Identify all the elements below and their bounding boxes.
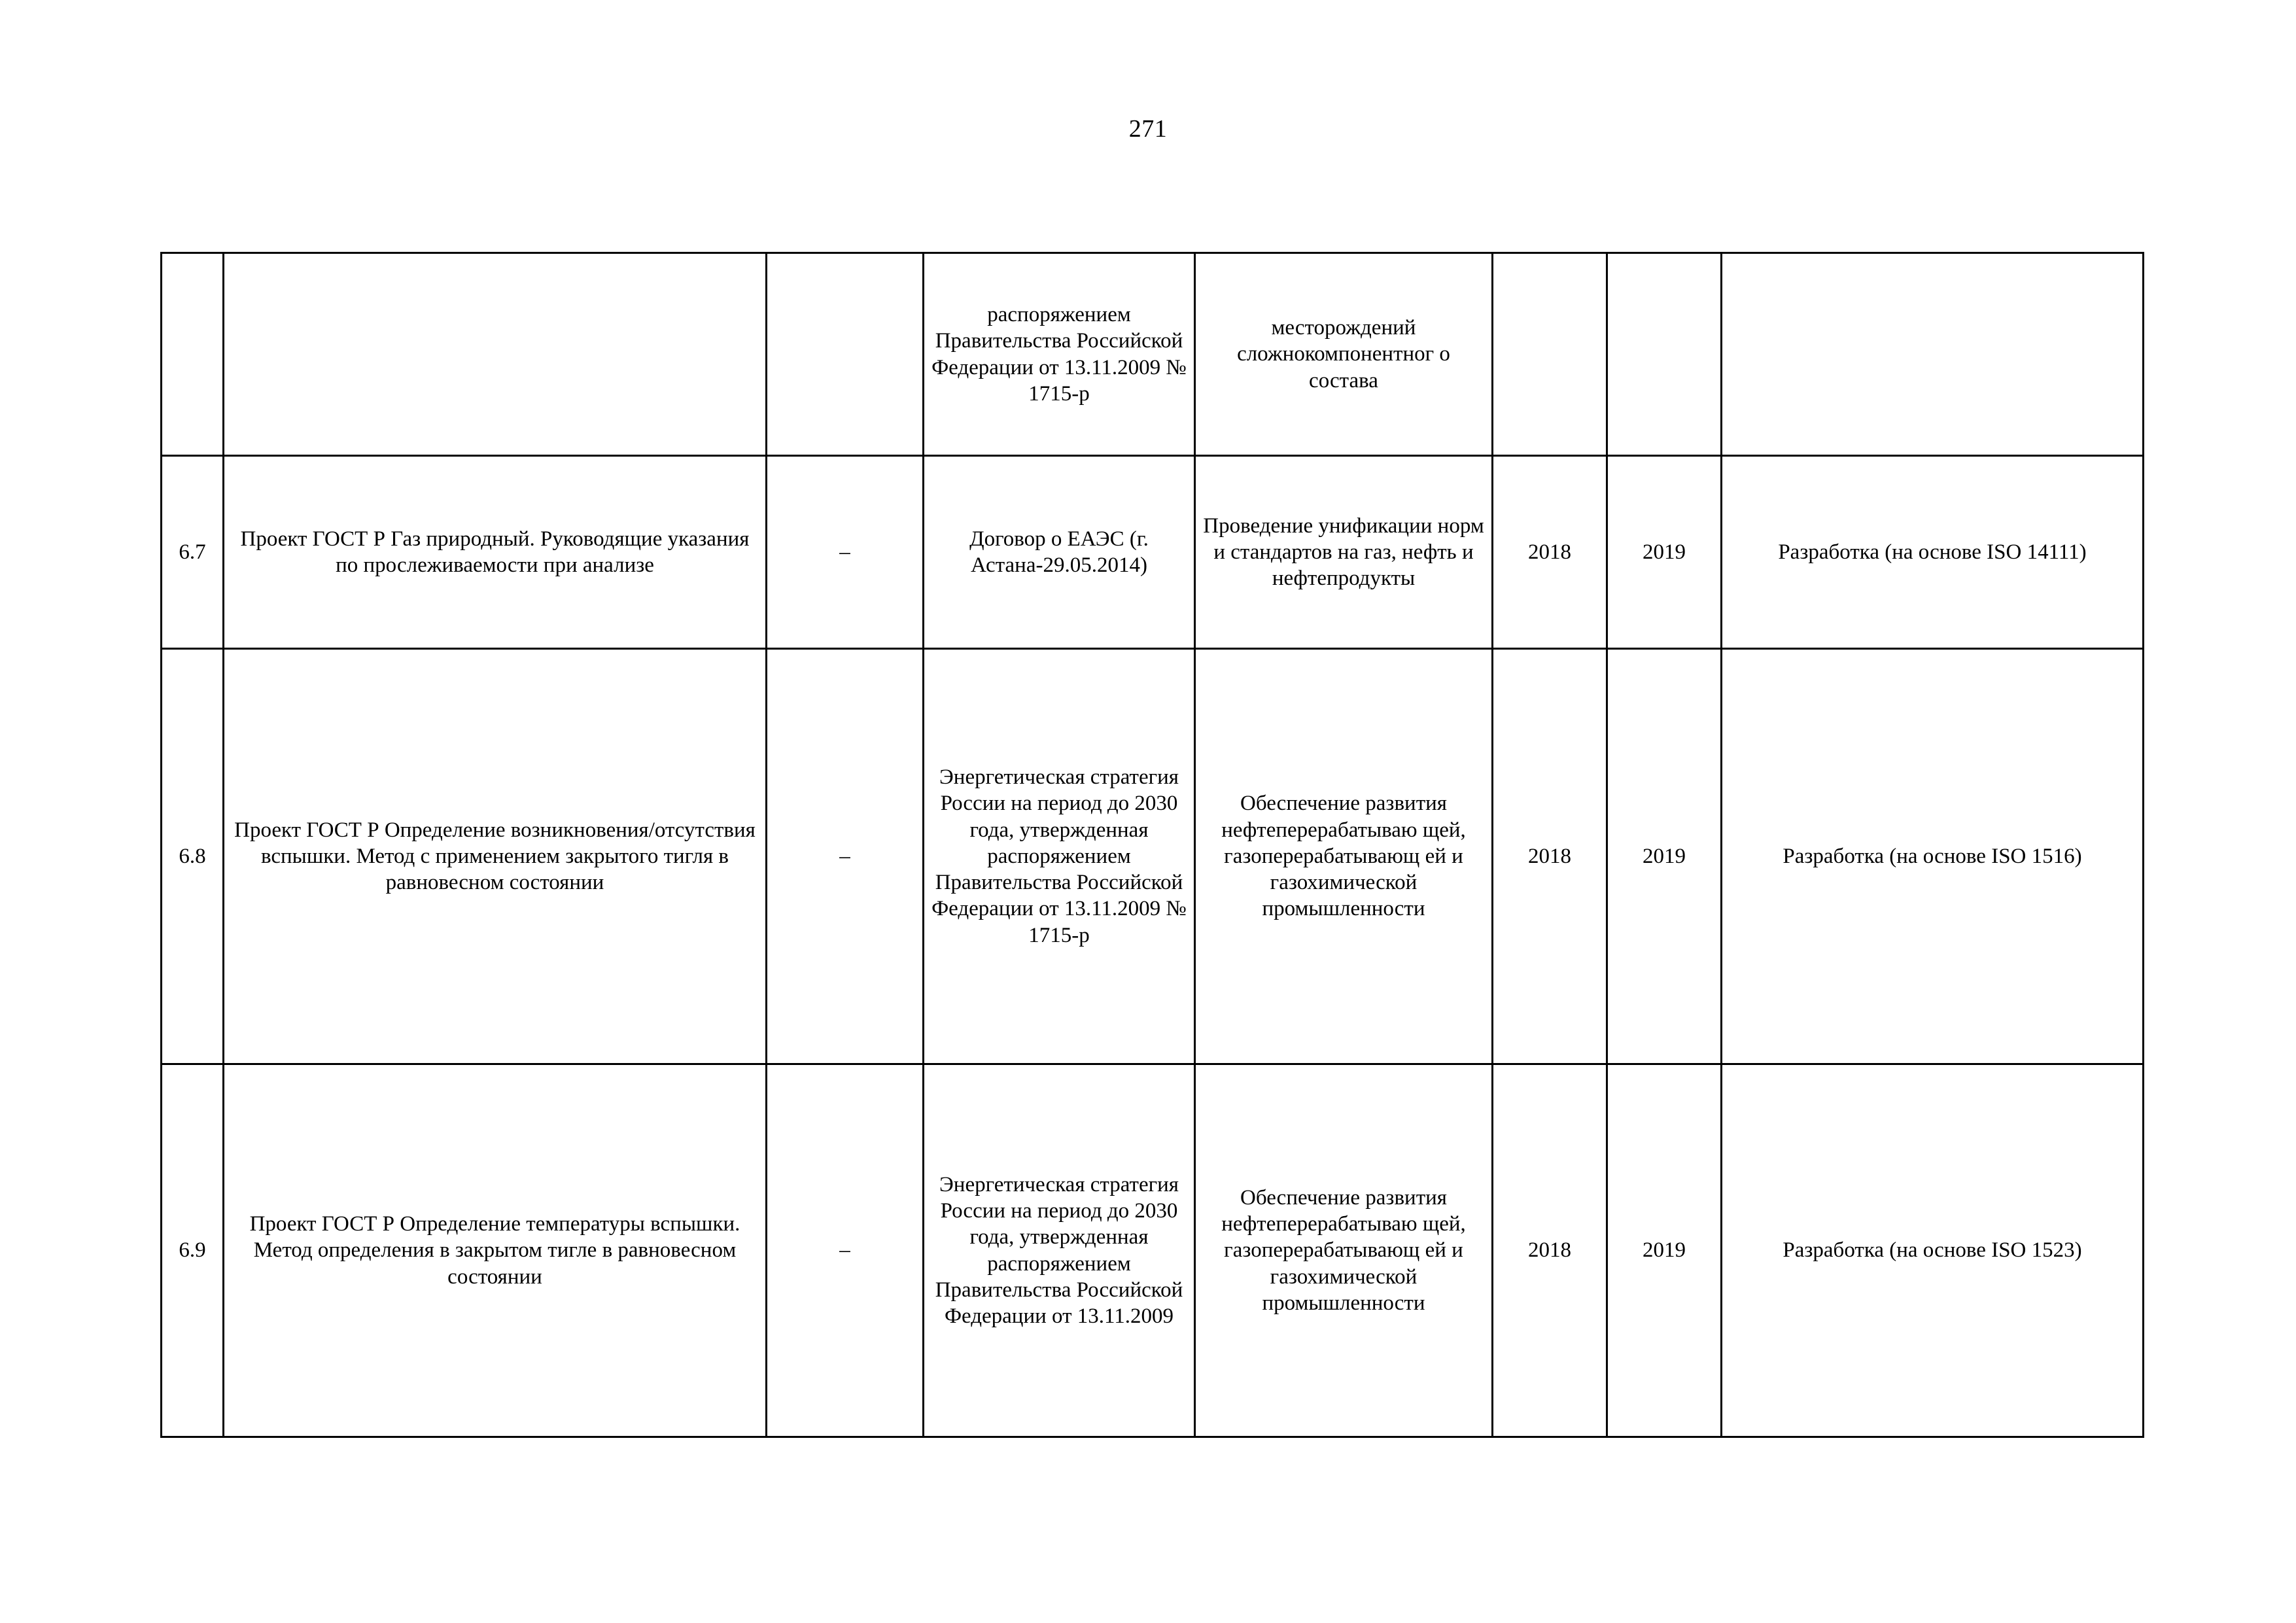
cell-year-start: 2018	[1493, 1064, 1607, 1437]
cell-dash	[767, 253, 924, 456]
table	[160, 252, 2144, 1438]
cell-note: Разработка (на основе ISO 1523)	[1722, 1064, 2144, 1437]
cell-dash: –	[767, 649, 924, 1064]
cell-name: Проект ГОСТ Р Газ природный. Руководящие указания по прослеживаемости при анализе	[224, 456, 767, 649]
cell-year-end: 2019	[1607, 1064, 1722, 1437]
cell-goal: месторождений сложнокомпонентног о состава	[1195, 253, 1493, 456]
page-number: 271	[1128, 115, 1168, 143]
table-row	[162, 649, 2144, 1064]
standards-plan-table	[160, 252, 2142, 1438]
cell-name	[224, 253, 767, 456]
cell-year-start	[1493, 253, 1607, 456]
cell-basis: распоряжением Правительства Российской Федерации от 13.11.2009 № 1715-р	[924, 253, 1195, 456]
cell-dash: –	[767, 1064, 924, 1437]
cell-goal: Обеспечение развития нефтеперерабатываю щей, газоперерабатывающ ей и газохимической промышленности	[1195, 1064, 1493, 1437]
cell-number	[162, 253, 224, 456]
table-row	[162, 456, 2144, 649]
cell-note: Разработка (на основе ISO 1516)	[1722, 649, 2144, 1064]
cell-year-start: 2018	[1493, 456, 1607, 649]
cell-basis: Энергетическая стратегия России на период до 2030 года, утвержденная распоряжением Правительства Российской Федерации от 13.11.2009 № 1715-р	[924, 649, 1195, 1064]
table-row	[162, 253, 2144, 456]
cell-dash: –	[767, 456, 924, 649]
cell-year-end	[1607, 253, 1722, 456]
cell-note	[1722, 253, 2144, 456]
table-row	[162, 1064, 2144, 1437]
cell-year-end: 2019	[1607, 456, 1722, 649]
cell-year-start: 2018	[1493, 649, 1607, 1064]
cell-name: Проект ГОСТ Р Определение температуры вспышки. Метод определения в закрытом тигле в равновесном состоянии	[224, 1064, 767, 1437]
cell-number: 6.7	[162, 456, 224, 649]
cell-goal: Проведение унификации норм и стандартов на газ, нефть и нефтепродукты	[1195, 456, 1493, 649]
cell-name: Проект ГОСТ Р Определение возникновения/отсутствия вспышки. Метод с применением закрытого тигля в равновесном состоянии	[224, 649, 767, 1064]
cell-basis: Энергетическая стратегия России на период до 2030 года, утвержденная распоряжением Правительства Российской Федерации от 13.11.2009	[924, 1064, 1195, 1437]
cell-goal: Обеспечение развития нефтеперерабатываю щей, газоперерабатывающ ей и газохимической промышленности	[1195, 649, 1493, 1064]
cell-number: 6.8	[162, 649, 224, 1064]
cell-basis: Договор о ЕАЭС (г. Астана-29.05.2014)	[924, 456, 1195, 649]
cell-note: Разработка (на основе ISO 14111)	[1722, 456, 2144, 649]
cell-year-end: 2019	[1607, 649, 1722, 1064]
cell-number: 6.9	[162, 1064, 224, 1437]
